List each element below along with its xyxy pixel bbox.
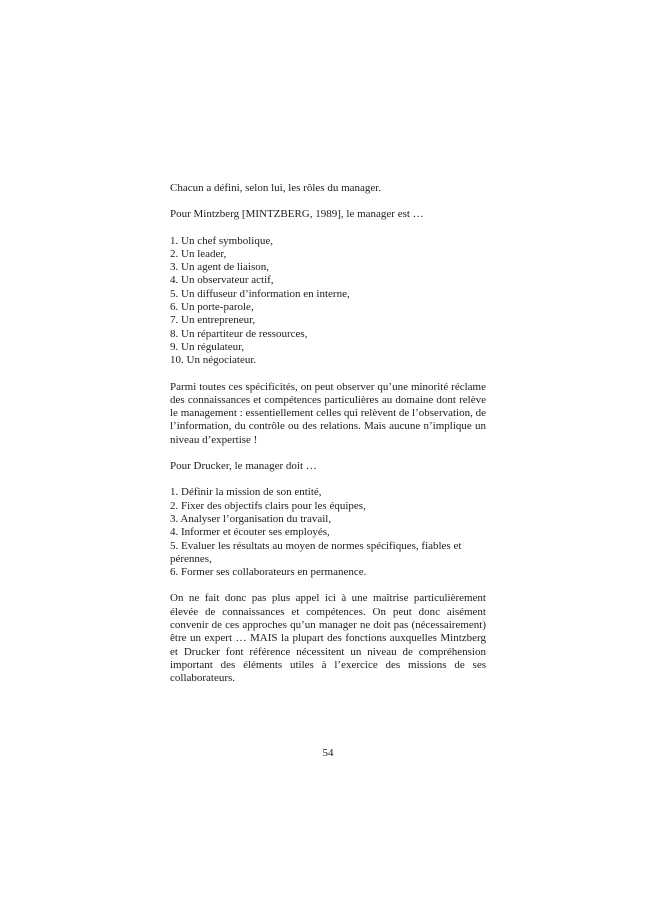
- list-item: 6. Un porte-parole,: [170, 301, 254, 314]
- list-item: 4. Informer et écouter ses employés,: [170, 526, 330, 539]
- list-item: 7. Un entrepreneur,: [170, 314, 256, 327]
- list-item: 5. Un diffuseur d’information en interne,: [170, 287, 350, 300]
- list-item: 1. Définir la mission de son entité,: [170, 486, 322, 499]
- drucker-duties-list: [170, 486, 486, 579]
- paragraph-conclusion: On ne fait donc pas plus appel ici à une maîtrise particulièrement élevée de connaissances et compétences. On peut donc aisément convenir de ces approches qu’un manager ne doit pas (nécessairement) être un expert … MAIS la plupart des fonctions auxquelles Mintzberg et Drucker font référence nécessitent un niveau de compréhension important des éléments utiles à l’exercice des missions de ses collaborateurs.: [170, 592, 486, 685]
- mintzberg-roles-list: [170, 235, 486, 368]
- paragraph-mintzberg-lead: Pour Mintzberg [MINTZBERG, 1989], le manager est …: [170, 208, 424, 221]
- paragraph-intro: Chacun a défini, selon lui, les rôles du manager.: [170, 182, 382, 194]
- list-item: 10. Un négociateur.: [170, 354, 257, 367]
- list-item: 2. Un leader,: [170, 247, 227, 260]
- paragraph-parmi: Parmi toutes ces spécificités, on peut observer qu’une minorité réclame des connaissances et compétences particulières au domaine dont relève le management : essentiellement celles qui relèvent de l’observation, de l’information, du contrôle ou des relations. Mais aucune n’implique un niveau d’expertise !: [170, 380, 486, 446]
- paragraph-drucker-lead: Pour Drucker, le manager doit …: [170, 460, 317, 473]
- page-number: 54: [322, 747, 334, 759]
- list-item: 3. Un agent de liaison,: [170, 261, 269, 274]
- list-item: 3. Analyser l’organisation du travail,: [170, 512, 332, 525]
- list-item: 2. Fixer des objectifs clairs pour les équipes,: [170, 499, 366, 512]
- list-item: 1. Un chef symbolique,: [170, 234, 273, 247]
- list-item: 8. Un répartiteur de ressources,: [170, 327, 308, 340]
- list-item: 5. Evaluer les résultats au moyen de normes spécifiques, fiables et pérennes,: [170, 539, 462, 565]
- text-column: [170, 182, 486, 699]
- list-item: 4. Un observateur actif,: [170, 274, 274, 287]
- list-item: 6. Former ses collaborateurs en permanence.: [170, 566, 367, 579]
- list-item: 9. Un régulateur,: [170, 340, 245, 353]
